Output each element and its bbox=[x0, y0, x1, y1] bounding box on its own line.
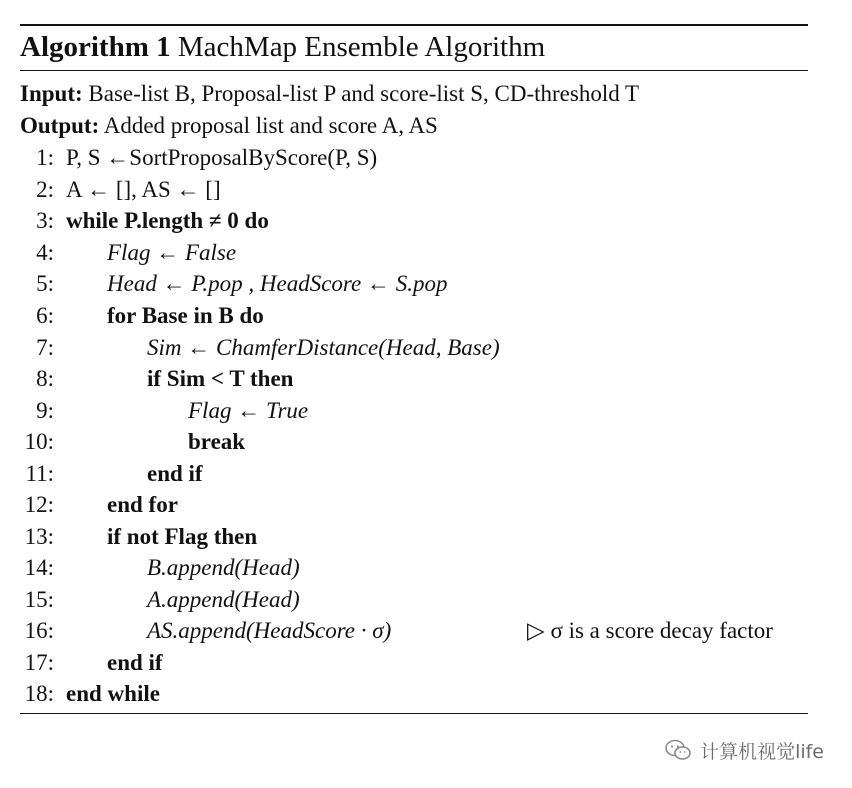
input-line bbox=[20, 78, 639, 110]
line-text: end for bbox=[107, 492, 178, 517]
line-text: P, S ←SortProposalByScore(P, S) bbox=[66, 145, 378, 170]
line-text: A ← [], AS ← [] bbox=[66, 177, 221, 202]
line-number: 4: bbox=[36, 240, 54, 265]
bottom-rule bbox=[20, 713, 808, 714]
line-number: 6: bbox=[36, 303, 54, 328]
line-number: 18: bbox=[24, 681, 54, 706]
line-text: AS.append(HeadScore · σ) bbox=[147, 618, 392, 643]
line-text: end if bbox=[147, 461, 203, 486]
line-text: break bbox=[188, 429, 246, 454]
algorithm-label: Algorithm 1 bbox=[20, 31, 171, 63]
line-number: 13: bbox=[24, 524, 54, 549]
line-number: 12: bbox=[24, 492, 54, 517]
line-comment: ▷ σ is a score decay factor bbox=[527, 618, 773, 643]
line-text: Flag ← True bbox=[188, 398, 309, 423]
line-number: 7: bbox=[36, 335, 54, 360]
line-number: 1: bbox=[36, 145, 54, 170]
line-text: end if bbox=[107, 650, 163, 675]
line-number: 11: bbox=[25, 461, 54, 486]
line-number: 15: bbox=[24, 587, 54, 612]
line-number: 8: bbox=[36, 366, 54, 391]
line-text: while P.length ≠ 0 do bbox=[66, 208, 269, 233]
line-number: 14: bbox=[24, 555, 54, 580]
line-number: 3: bbox=[36, 208, 54, 233]
line-text: Flag ← False bbox=[107, 240, 237, 265]
line-number: 10: bbox=[24, 429, 54, 454]
line-text: Sim ← ChamferDistance(Head, Base) bbox=[147, 335, 500, 360]
line-text: end while bbox=[66, 681, 160, 706]
line-number: 9: bbox=[36, 398, 54, 423]
output-text: Added proposal list and score A, AS bbox=[103, 113, 438, 138]
watermark bbox=[664, 736, 824, 764]
line-number: 16: bbox=[24, 618, 54, 643]
wechat-icon bbox=[664, 738, 692, 762]
input-label: Input: bbox=[20, 81, 83, 106]
line-text: B.append(Head) bbox=[147, 555, 300, 580]
line-text: Head ← P.pop , HeadScore ← S.pop bbox=[107, 271, 448, 296]
watermark-text: 计算机视觉life bbox=[700, 740, 824, 763]
line-number: 5: bbox=[36, 271, 54, 296]
line-number: 17: bbox=[24, 650, 54, 675]
algorithm-title bbox=[20, 28, 545, 66]
output-label: Output: bbox=[20, 113, 100, 138]
line-text: for Base in B do bbox=[107, 303, 264, 328]
top-rule bbox=[20, 24, 808, 26]
line-number: 2: bbox=[36, 177, 54, 202]
line-text: if Sim < T then bbox=[147, 366, 294, 391]
line-text: if not Flag then bbox=[107, 524, 258, 549]
input-text: Base-list B, Proposal-list P and score-list S, CD-threshold T bbox=[88, 81, 640, 106]
algorithm-name: MachMap Ensemble Algorithm bbox=[177, 31, 546, 63]
header-rule bbox=[20, 70, 808, 71]
output-line bbox=[20, 110, 438, 142]
line-text: A.append(Head) bbox=[147, 587, 300, 612]
